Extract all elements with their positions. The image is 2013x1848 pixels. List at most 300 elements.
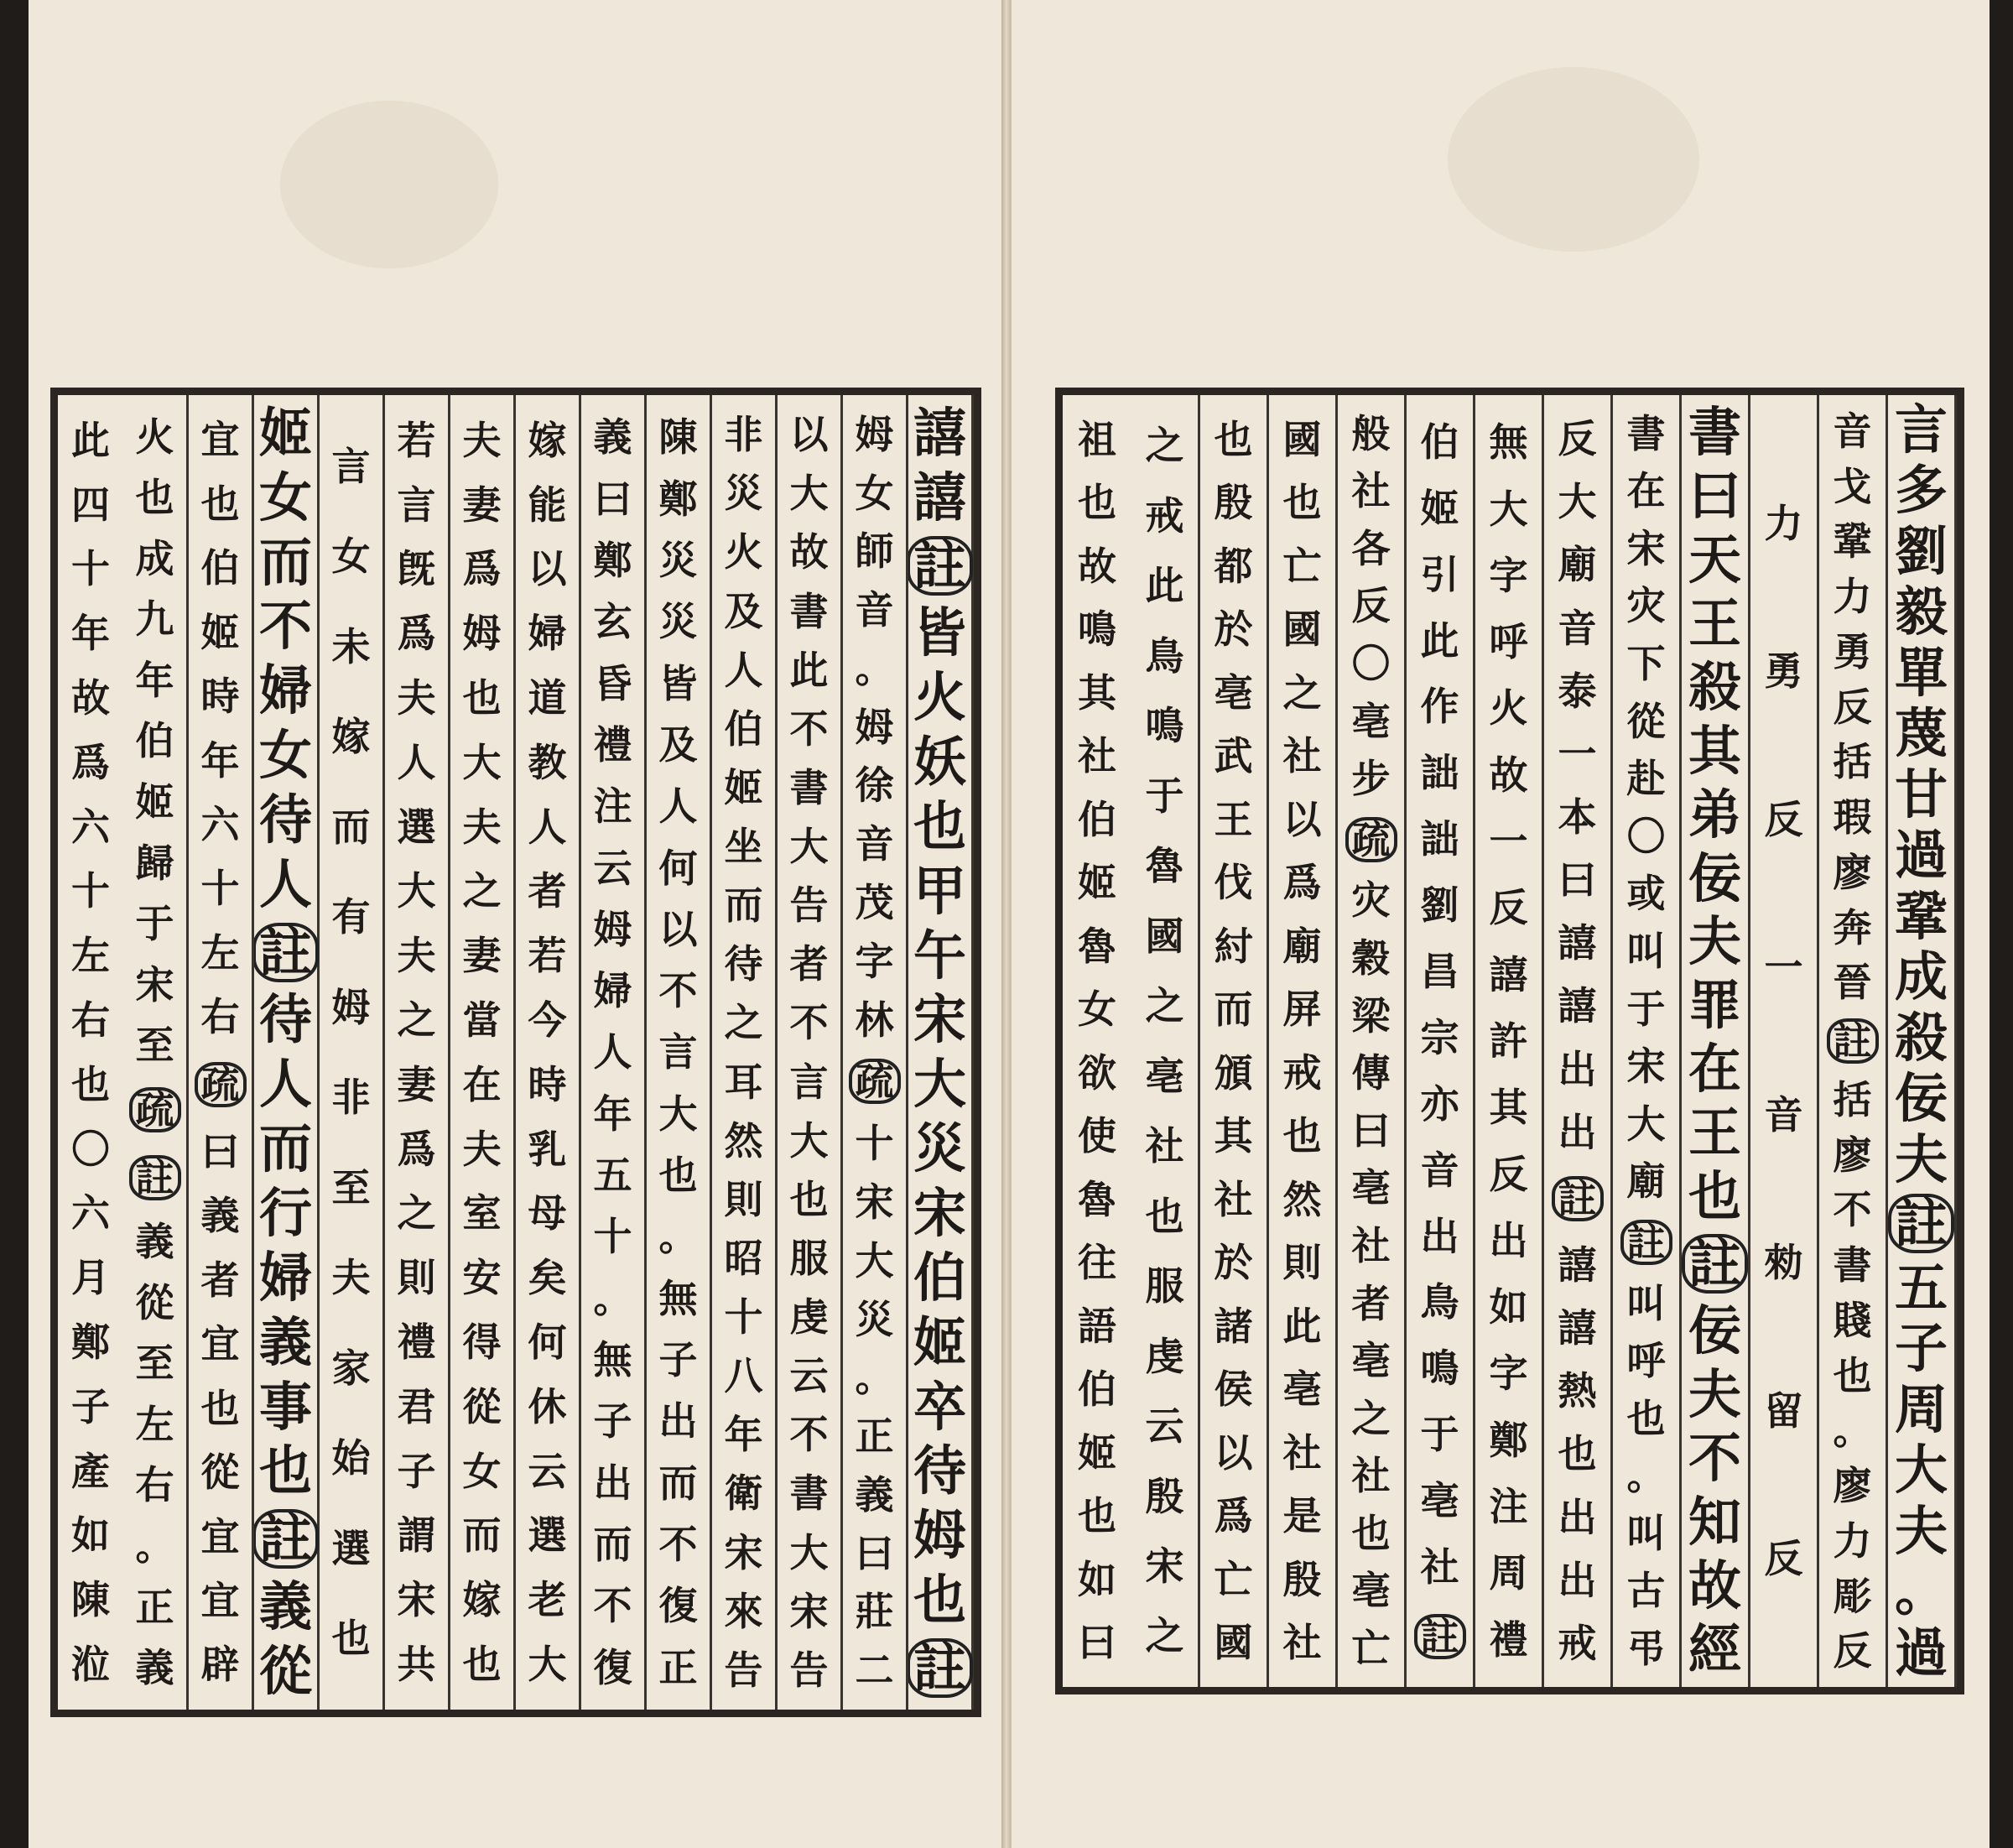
character: 留 bbox=[1764, 1387, 1803, 1434]
character: 。 bbox=[658, 1214, 698, 1260]
character: 甘 bbox=[1895, 763, 1948, 825]
character: 從 bbox=[259, 1639, 312, 1702]
character: 社 bbox=[1282, 1620, 1322, 1666]
character: 單 bbox=[1895, 641, 1948, 704]
character: 是 bbox=[1282, 1493, 1322, 1539]
character: 注 bbox=[593, 783, 632, 830]
character: 而 bbox=[259, 1117, 312, 1180]
character: 災 bbox=[855, 1296, 894, 1342]
character: 姬 bbox=[913, 1310, 966, 1373]
character: 傳 bbox=[1351, 1050, 1391, 1096]
character: 之 bbox=[1145, 983, 1184, 1029]
character: 爲 bbox=[397, 1126, 436, 1172]
character: 能 bbox=[528, 482, 567, 528]
character: 。 bbox=[1895, 1560, 1948, 1622]
character: 出 bbox=[1558, 1557, 1597, 1603]
character: 災 bbox=[724, 471, 763, 517]
character: 選 bbox=[528, 1512, 567, 1559]
character: 姬 bbox=[259, 401, 312, 464]
character: 也 bbox=[135, 475, 174, 521]
character: 宋 bbox=[1145, 1543, 1184, 1589]
character: 言 bbox=[331, 443, 371, 489]
character: 也 bbox=[1688, 1165, 1741, 1228]
character: 大 bbox=[397, 868, 436, 914]
text-column bbox=[1407, 395, 1475, 1687]
character: 許 bbox=[1489, 1018, 1528, 1064]
character: 佞 bbox=[1688, 846, 1741, 909]
character: 昭 bbox=[724, 1235, 763, 1281]
character: 此 bbox=[789, 647, 829, 693]
character: 年 bbox=[724, 1412, 763, 1458]
character: 晉 bbox=[1833, 960, 1872, 1006]
annotation-mark: 疏 bbox=[849, 1059, 901, 1104]
character: 伯 bbox=[1420, 419, 1459, 465]
character: 義 bbox=[259, 1310, 312, 1373]
text-column bbox=[58, 395, 123, 1710]
character: 蔑 bbox=[1895, 702, 1948, 764]
character: 。 bbox=[855, 645, 894, 691]
character: 火 bbox=[135, 414, 174, 460]
text-column bbox=[1475, 395, 1544, 1687]
character: 衛 bbox=[724, 1471, 763, 1517]
character: 姬 bbox=[1078, 1429, 1116, 1476]
text-column bbox=[1682, 395, 1750, 1687]
character: 姆 bbox=[855, 411, 894, 457]
character: 教 bbox=[528, 739, 567, 785]
character: 姆 bbox=[913, 1504, 966, 1567]
character: 子 bbox=[1895, 1317, 1948, 1379]
character: 勇 bbox=[1764, 648, 1803, 695]
character: 君 bbox=[397, 1383, 436, 1429]
character: 或 bbox=[1626, 871, 1666, 917]
character: 也 bbox=[1626, 1395, 1666, 1441]
character: 之 bbox=[1282, 669, 1322, 716]
character: 何 bbox=[528, 1319, 567, 1365]
character: 宋 bbox=[1626, 525, 1666, 571]
character: 今 bbox=[528, 997, 567, 1043]
character: 亦 bbox=[1420, 1080, 1459, 1127]
character: 亳 bbox=[1214, 669, 1253, 716]
character: 之 bbox=[1145, 423, 1184, 469]
character: 其 bbox=[1214, 1113, 1253, 1159]
character: 音 bbox=[1764, 1092, 1803, 1138]
character: 火 bbox=[913, 666, 966, 729]
character: 之 bbox=[1145, 1613, 1184, 1659]
character: 呼 bbox=[1489, 619, 1528, 665]
character: 也 bbox=[462, 1641, 502, 1687]
character: 者 bbox=[1351, 1280, 1391, 1326]
character: 反 bbox=[1489, 1151, 1528, 1197]
character: 妻 bbox=[462, 482, 502, 528]
character: 反 bbox=[1833, 1628, 1872, 1674]
character: 十 bbox=[855, 1121, 894, 1167]
character: 夫 bbox=[331, 1255, 371, 1301]
character: 王 bbox=[1688, 591, 1741, 654]
character: 爲 bbox=[397, 611, 436, 657]
character: 人 bbox=[397, 739, 436, 785]
character: 及 bbox=[658, 721, 698, 768]
character: 左 bbox=[71, 933, 110, 979]
character: 廟 bbox=[1558, 542, 1597, 588]
character: 〇 bbox=[1351, 640, 1391, 686]
character: 也 bbox=[913, 794, 966, 857]
character: 過 bbox=[1895, 1621, 1948, 1684]
character: 大 bbox=[913, 1053, 966, 1116]
character: 人 bbox=[658, 783, 698, 830]
text-column bbox=[1888, 395, 1957, 1687]
character: 注 bbox=[1489, 1484, 1528, 1530]
character: 六 bbox=[71, 804, 110, 850]
text-column bbox=[908, 395, 974, 1710]
character: 社 bbox=[1282, 1429, 1322, 1476]
character: 禮 bbox=[593, 721, 632, 768]
character: 十 bbox=[200, 866, 240, 912]
character: 戒 bbox=[1282, 1049, 1322, 1096]
character: 曰 bbox=[200, 1129, 240, 1175]
character: 灾 bbox=[1351, 877, 1391, 924]
character: 經 bbox=[1688, 1617, 1741, 1680]
right-text-block bbox=[1055, 388, 1964, 1694]
character: 勑 bbox=[1764, 1240, 1803, 1286]
character: 出 bbox=[1558, 1109, 1597, 1155]
character: 宋 bbox=[135, 961, 174, 1007]
character: 矣 bbox=[528, 1255, 567, 1301]
paper-stain bbox=[280, 101, 498, 268]
character: 大 bbox=[789, 471, 829, 517]
character: 亳 bbox=[1282, 1366, 1322, 1413]
character: 之 bbox=[397, 997, 436, 1043]
character: 非 bbox=[331, 1075, 371, 1121]
character: 。 bbox=[855, 1355, 894, 1401]
character: 昌 bbox=[1420, 949, 1459, 995]
character: 書 bbox=[789, 588, 829, 634]
character: 般 bbox=[1351, 410, 1391, 456]
character: 妻 bbox=[397, 1061, 436, 1107]
character: 爲 bbox=[1214, 1493, 1253, 1539]
character: 括 bbox=[1833, 1076, 1872, 1122]
character: 云 bbox=[593, 845, 632, 891]
character: 。 bbox=[1626, 1453, 1666, 1499]
character: 服 bbox=[1145, 1263, 1184, 1309]
character: 社 bbox=[1351, 1222, 1391, 1268]
character: 人 bbox=[724, 647, 763, 693]
character: 之 bbox=[397, 1190, 436, 1236]
character: 泰 bbox=[1558, 668, 1597, 714]
character: 至 bbox=[135, 1023, 174, 1069]
character: 王 bbox=[1688, 1101, 1741, 1164]
annotation-mark: 疏 bbox=[1345, 817, 1397, 862]
character: 年 bbox=[593, 1091, 632, 1137]
character: 宜 bbox=[200, 417, 240, 463]
character: 宋 bbox=[789, 1588, 829, 1634]
character: 姬 bbox=[135, 779, 174, 825]
character: 彫 bbox=[1833, 1573, 1872, 1619]
character: 休 bbox=[528, 1383, 567, 1429]
character: 夫 bbox=[1895, 1499, 1948, 1562]
character: 反 bbox=[1833, 684, 1872, 730]
character: 伯 bbox=[1078, 796, 1116, 842]
character: 宋 bbox=[913, 988, 966, 1051]
character: 亡 bbox=[1351, 1626, 1391, 1672]
character: 曰 bbox=[1688, 464, 1741, 527]
character: 括 bbox=[1833, 739, 1872, 785]
character: 昏 bbox=[593, 660, 632, 706]
character: 不 bbox=[658, 968, 698, 1014]
character: 也 bbox=[1078, 480, 1116, 526]
character: 屏 bbox=[1282, 986, 1322, 1033]
character: 而 bbox=[259, 530, 312, 593]
character: 來 bbox=[724, 1588, 763, 1634]
character: 無 bbox=[593, 1337, 632, 1382]
character: 反 bbox=[1764, 796, 1803, 842]
character: 服 bbox=[789, 1235, 829, 1281]
character: 在 bbox=[1688, 1038, 1741, 1101]
character: 譆 bbox=[1489, 951, 1528, 997]
annotation-mark: 註 bbox=[129, 1155, 181, 1200]
character: 祖 bbox=[1078, 416, 1116, 462]
character: 天 bbox=[1688, 528, 1741, 591]
character: 步 bbox=[1351, 756, 1391, 802]
character: 鳴 bbox=[1078, 606, 1116, 653]
character: 九 bbox=[135, 596, 174, 643]
character: 四 bbox=[71, 482, 110, 528]
character: 虔 bbox=[1145, 1333, 1184, 1379]
character: 選 bbox=[397, 804, 436, 850]
character: 大 bbox=[528, 1641, 567, 1687]
character: 也 bbox=[259, 1439, 312, 1502]
character: 叫 bbox=[1626, 1510, 1666, 1556]
character: 時 bbox=[200, 674, 240, 720]
annotation-mark: 疏 bbox=[195, 1062, 247, 1107]
text-column bbox=[385, 395, 450, 1710]
character: 卒 bbox=[913, 1375, 966, 1438]
character: 乳 bbox=[528, 1126, 567, 1172]
character: 得 bbox=[462, 1319, 502, 1365]
character: 大 bbox=[1489, 486, 1528, 532]
character: 皆 bbox=[913, 601, 966, 664]
character: 義 bbox=[593, 414, 632, 461]
character: 告 bbox=[724, 1647, 763, 1693]
character: 穀 bbox=[1351, 934, 1391, 981]
character: 〇 bbox=[1626, 813, 1666, 859]
paper-stain bbox=[1448, 67, 1699, 252]
character: 殺 bbox=[1688, 655, 1741, 718]
character: 云 bbox=[789, 1353, 829, 1399]
character: 紂 bbox=[1214, 923, 1253, 969]
character: 宋 bbox=[855, 1179, 894, 1225]
character: 鳥 bbox=[1420, 1279, 1459, 1325]
character: 夫 bbox=[1895, 1127, 1948, 1190]
character: 大 bbox=[855, 1237, 894, 1283]
character: 廖 bbox=[1833, 849, 1872, 895]
character: 力 bbox=[1833, 1517, 1872, 1564]
character: 灾 bbox=[1626, 583, 1666, 629]
character: 女 bbox=[259, 724, 312, 787]
character: 成 bbox=[135, 535, 174, 581]
character: 玄 bbox=[593, 599, 632, 645]
character: 茂 bbox=[855, 880, 894, 926]
character: 老 bbox=[528, 1577, 567, 1623]
character: 大 bbox=[1558, 479, 1597, 525]
character: 女 bbox=[855, 470, 894, 516]
character: 國 bbox=[1145, 913, 1184, 959]
character: 女 bbox=[259, 466, 312, 528]
text-column bbox=[1819, 395, 1888, 1687]
character: 言 bbox=[397, 482, 436, 528]
character: 姆 bbox=[331, 984, 371, 1030]
character: 周 bbox=[1489, 1550, 1528, 1596]
text-column bbox=[450, 395, 516, 1710]
character: 王 bbox=[1214, 796, 1253, 842]
character: 右 bbox=[135, 1462, 174, 1508]
character: 至 bbox=[331, 1164, 371, 1210]
character: 午 bbox=[913, 924, 966, 986]
character: 譆 bbox=[1558, 920, 1597, 966]
character: 出 bbox=[1558, 1494, 1597, 1540]
character: 多 bbox=[1895, 459, 1948, 521]
character: 從 bbox=[135, 1279, 174, 1325]
character: 而 bbox=[1214, 986, 1253, 1033]
character: 夫 bbox=[1688, 1363, 1741, 1425]
character: 戒 bbox=[1558, 1620, 1597, 1666]
character: 五 bbox=[1895, 1256, 1948, 1319]
character: 時 bbox=[528, 1061, 567, 1107]
character: 宜 bbox=[200, 1513, 240, 1559]
character: 亳 bbox=[1420, 1478, 1459, 1524]
character: 產 bbox=[71, 1448, 110, 1494]
character: 大 bbox=[789, 1117, 829, 1163]
text-column bbox=[647, 395, 712, 1710]
character: 復 bbox=[658, 1583, 698, 1629]
character: 反 bbox=[1558, 416, 1597, 462]
character: 鄭 bbox=[658, 476, 698, 522]
character: 歸 bbox=[135, 840, 174, 886]
character: 音 bbox=[1558, 605, 1597, 651]
character: 災 bbox=[658, 599, 698, 645]
character: 十 bbox=[71, 868, 110, 914]
character: 弔 bbox=[1626, 1626, 1666, 1672]
character: 不 bbox=[1833, 1187, 1872, 1233]
text-column bbox=[581, 395, 647, 1710]
character: 甲 bbox=[913, 859, 966, 922]
character: 未 bbox=[331, 623, 371, 669]
character: 鄭 bbox=[1489, 1417, 1528, 1463]
character: 宋 bbox=[397, 1577, 436, 1623]
annotation-mark: 註 bbox=[1827, 1018, 1879, 1064]
character: 也 bbox=[658, 1153, 698, 1199]
character: 告 bbox=[789, 882, 829, 929]
character: 女 bbox=[1078, 986, 1116, 1033]
character: 武 bbox=[1214, 733, 1253, 779]
character: 母 bbox=[528, 1190, 567, 1236]
character: 周 bbox=[1895, 1377, 1948, 1440]
character: 云 bbox=[528, 1448, 567, 1494]
character: 過 bbox=[1895, 824, 1948, 886]
character: 爲 bbox=[462, 546, 502, 592]
character: 也 bbox=[1558, 1431, 1597, 1477]
character: 不 bbox=[789, 1412, 829, 1458]
character: 往 bbox=[1078, 1240, 1116, 1286]
character: 如 bbox=[1489, 1284, 1528, 1330]
annotation-mark: 註 bbox=[252, 1509, 319, 1569]
character: 書 bbox=[789, 764, 829, 810]
text-column bbox=[1131, 395, 1200, 1687]
character: 謂 bbox=[397, 1512, 436, 1559]
character: 故 bbox=[71, 674, 110, 721]
character: 字 bbox=[1489, 552, 1528, 598]
character: 使 bbox=[1078, 1113, 1116, 1159]
character: 成 bbox=[1895, 945, 1948, 1007]
character: 一 bbox=[1558, 731, 1597, 777]
character: 叫 bbox=[1626, 928, 1666, 974]
character: 國 bbox=[1282, 606, 1322, 653]
character: 耳 bbox=[724, 1059, 763, 1105]
character: 譆 bbox=[913, 401, 966, 464]
character: 人 bbox=[593, 1029, 632, 1075]
character: 出 bbox=[1558, 1046, 1597, 1092]
character: 嫁 bbox=[462, 1577, 502, 1623]
character: 五 bbox=[593, 1153, 632, 1199]
character: 引 bbox=[1420, 551, 1459, 597]
character: 人 bbox=[259, 1053, 312, 1116]
character: 婦 bbox=[593, 968, 632, 1014]
character: 鞏 bbox=[1833, 518, 1872, 565]
character: 也 bbox=[1282, 1113, 1322, 1159]
character: 虔 bbox=[789, 1294, 829, 1340]
character: 行 bbox=[259, 1181, 312, 1244]
character: 也 bbox=[200, 1385, 240, 1431]
character: 女 bbox=[462, 1448, 502, 1494]
character: 弟 bbox=[1688, 783, 1741, 846]
character: 鳴 bbox=[1420, 1346, 1459, 1392]
character: 亡 bbox=[1214, 1556, 1253, 1602]
character: 反 bbox=[1764, 1535, 1803, 1581]
character: 若 bbox=[397, 417, 436, 463]
character: 一 bbox=[1764, 944, 1803, 990]
character: 災 bbox=[913, 1117, 966, 1180]
character: 而 bbox=[462, 1512, 502, 1559]
character: 鳥 bbox=[1145, 632, 1184, 679]
character: 子 bbox=[397, 1448, 436, 1494]
character: 而 bbox=[593, 1521, 632, 1567]
character: 坐 bbox=[724, 824, 763, 869]
character: 月 bbox=[71, 1255, 110, 1301]
character: 家 bbox=[331, 1345, 371, 1391]
annotation-mark: 註 bbox=[907, 1638, 973, 1698]
character: 也 bbox=[1282, 480, 1322, 526]
character: 其 bbox=[1688, 719, 1741, 782]
character: 其 bbox=[1489, 1085, 1528, 1131]
character: 此 bbox=[1145, 563, 1184, 609]
character: 至 bbox=[135, 1340, 174, 1387]
character: 不 bbox=[593, 1583, 632, 1629]
character: 大 bbox=[789, 824, 829, 869]
character: 於 bbox=[1214, 606, 1253, 653]
text-column bbox=[1750, 395, 1819, 1687]
character: 以 bbox=[528, 546, 567, 592]
character: 力 bbox=[1833, 574, 1872, 619]
character: 出 bbox=[1420, 1213, 1459, 1259]
character: 反 bbox=[1489, 885, 1528, 931]
character: 言 bbox=[658, 1029, 698, 1075]
character: 各 bbox=[1351, 525, 1391, 571]
character: 瑕 bbox=[1833, 794, 1872, 840]
character: 嫁 bbox=[528, 417, 567, 463]
character: 反 bbox=[1351, 583, 1391, 629]
right-page bbox=[1010, 0, 1990, 1848]
character: 社 bbox=[1145, 1123, 1184, 1169]
text-column bbox=[843, 395, 908, 1710]
